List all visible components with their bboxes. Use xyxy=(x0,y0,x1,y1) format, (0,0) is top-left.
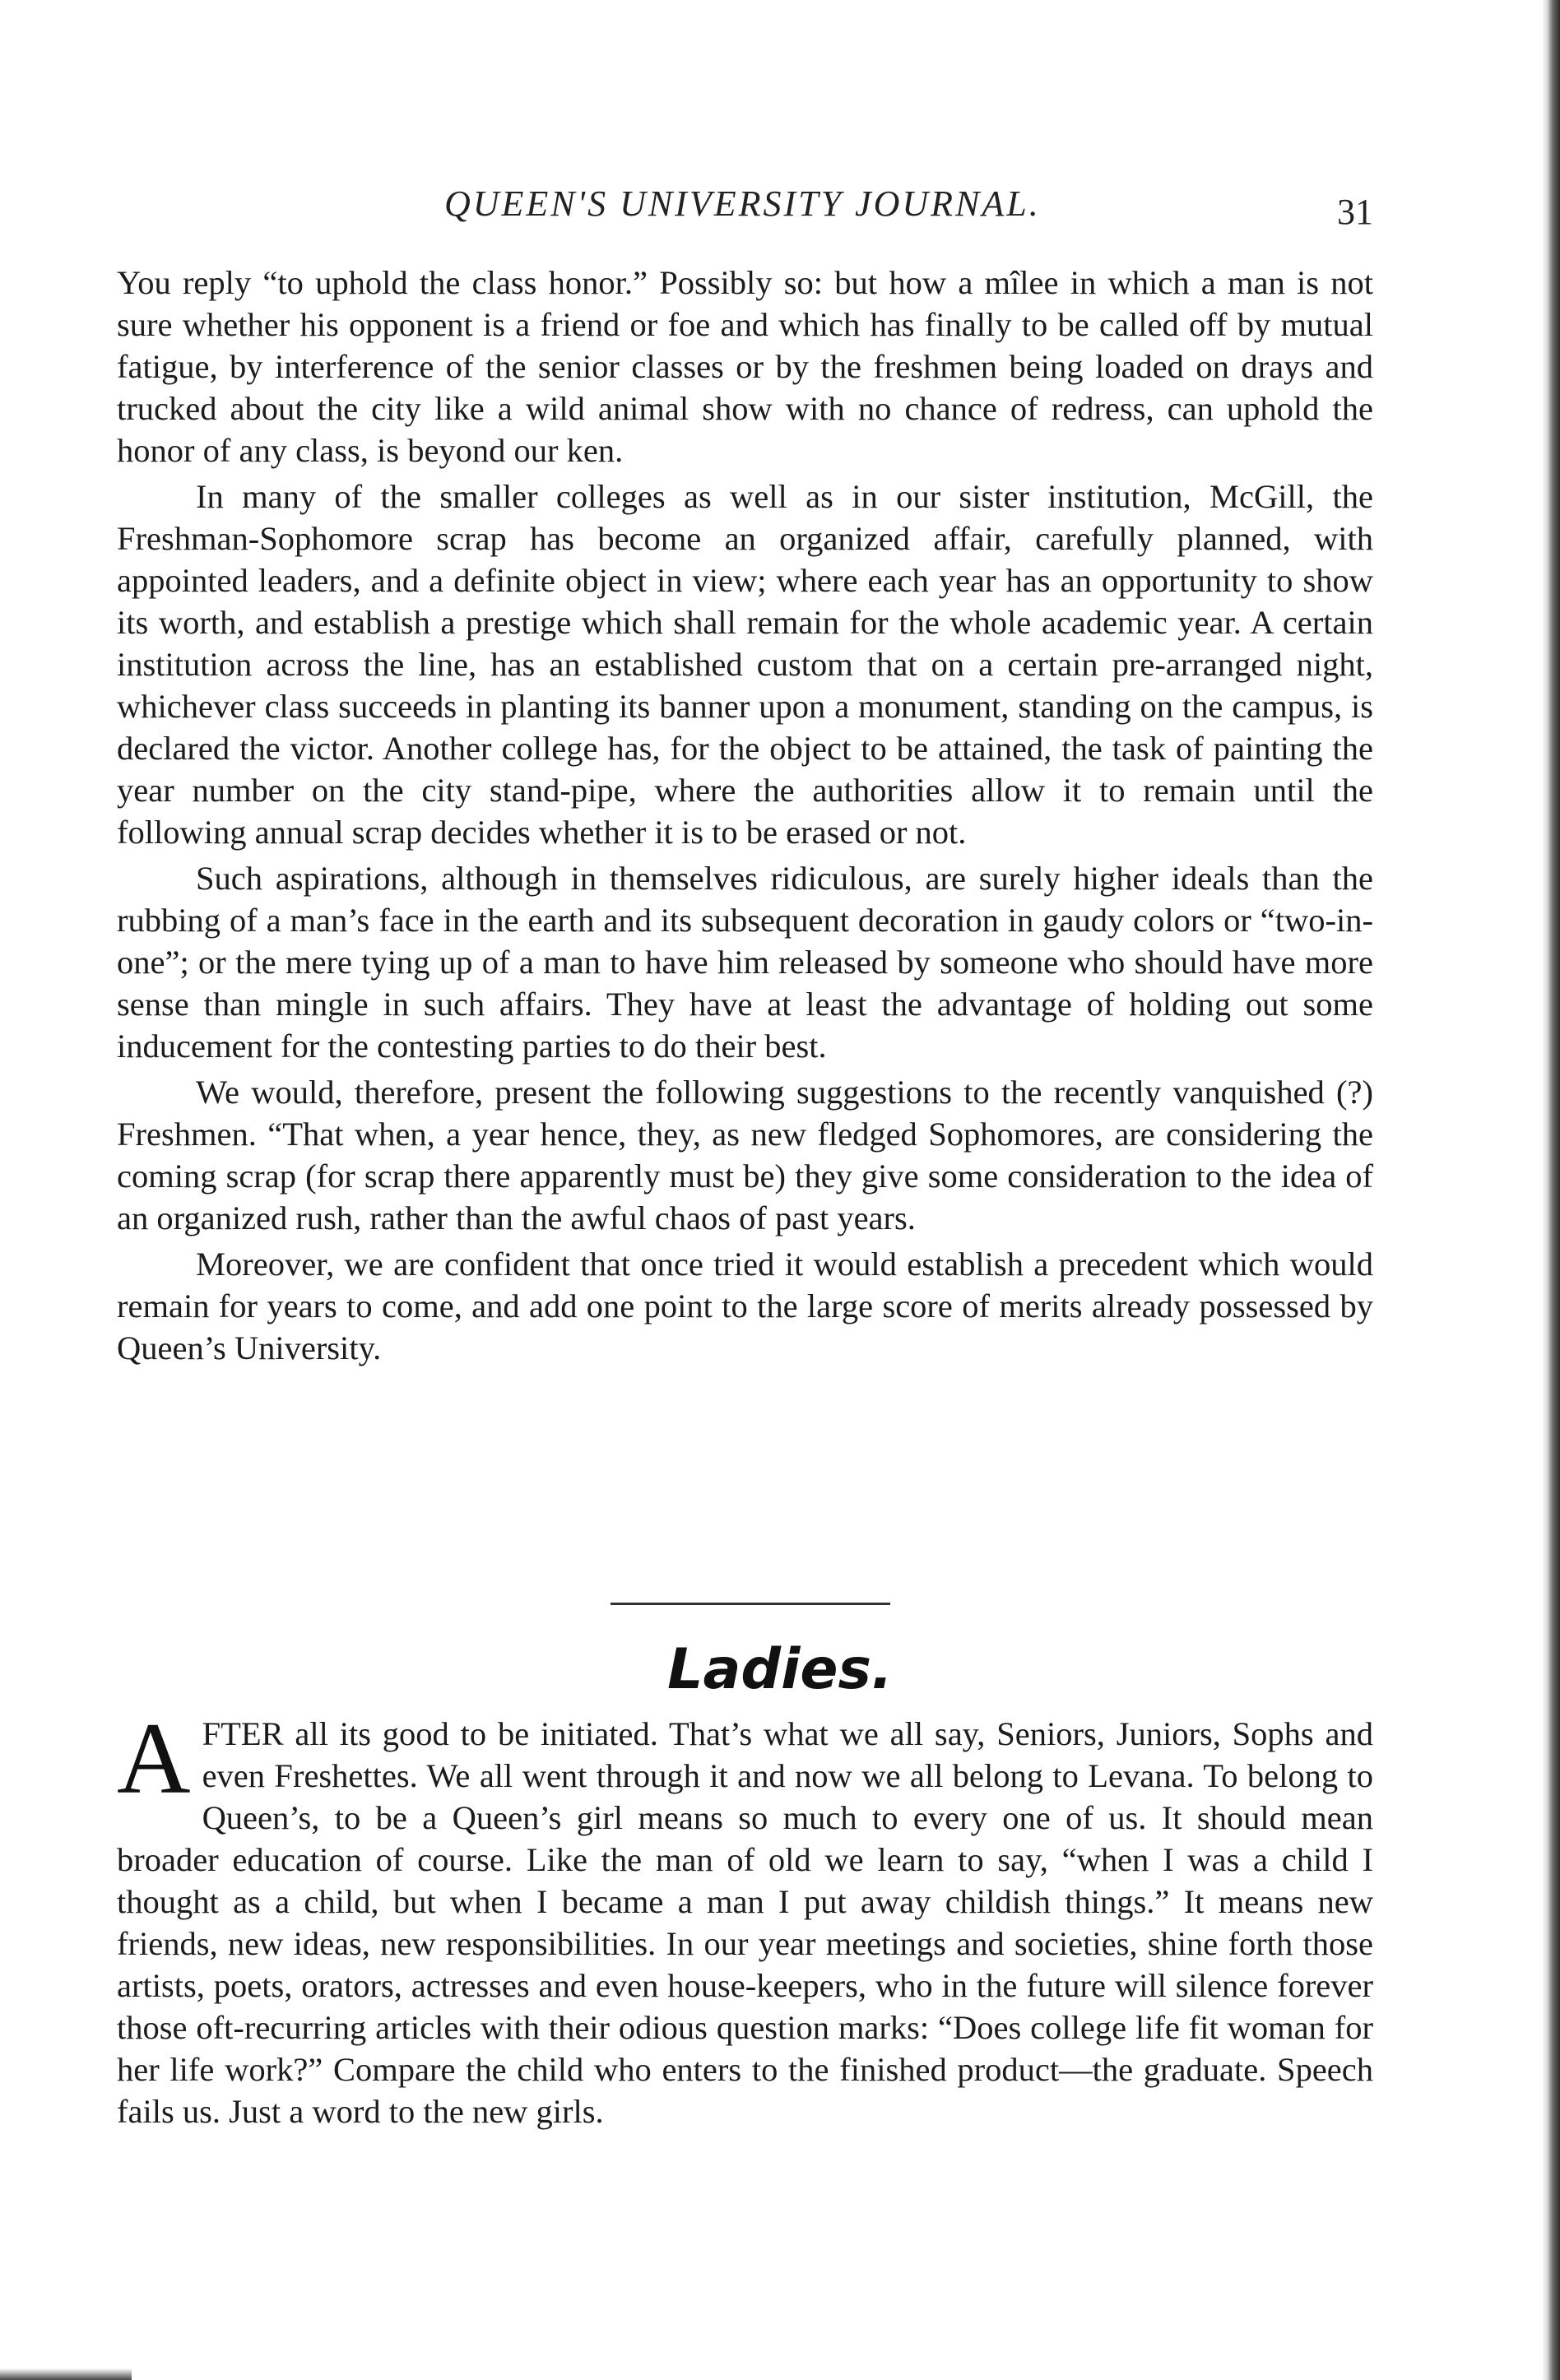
paragraph: Moreover, we are confident that once tried it would establish a precedent which would remain for years to come, and add one point to the large score of merits already possessed by Queen’s University. xyxy=(117,1246,1373,1366)
scan-page-edge xyxy=(1542,0,1560,2380)
paragraph: In many of the smaller colleges as well as in our sister institution, McGill, the Freshman-Sophomore scrap has become an organized affair, carefully planned, with appointed leaders, and a definite object in view; where each year has an opportunity to show its worth, and establish a prestige which shall remain for the whole academic year. A certain institution across the line, has an established custom that on a certain pre-arranged night, whichever class succeeds in planting its banner upon a monument, standing on the campus, is declared the victor. Another college has, for the object to be attained, the task of painting the year number on the city stand-pipe, where the authorities allow it to remain until the following annual scrap decides whether it is to be erased or not. xyxy=(117,478,1373,851)
section-heading: Ladies. xyxy=(667,1637,893,1702)
article-body xyxy=(117,262,1373,1373)
paragraph: Such aspirations, although in themselves ridiculous, are surely higher ideals than the rubbing of a man’s face in the earth and its subsequent decoration in gaudy colors or “two-in-one”; or the mere tying up of a man to have him released by someone who should have more sense than mingle in such affairs. They have at least the advantage of holding out some inducement for the contesting parties to do their best. xyxy=(117,860,1373,1065)
section-divider xyxy=(611,1603,890,1605)
page-number: 31 xyxy=(1337,192,1373,232)
scan-bottom-edge xyxy=(0,2368,132,2380)
paragraph-text: FTER all its good to be initiated. That’s what we all say, Seniors, Juniors, Sophs and even Freshettes. We all went through it and now we all belong to Levana. To belong to Queen’s, to be a Queen’s girl means so much to every one of us. It should mean broader education of course. Like the man of old we learn to say, “when I was a child I thought as a child, but when I became a man I put away childish things.” It means new friends, new ideas, new responsibilities. In our year meetings and societies, shine forth those artists, poets, orators, actresses and even house-keepers, who in the future will silence forever those oft-recurring articles with their odious question marks: “Does college life fit woman for her life work?” Compare the child who enters to the finished product—the graduate. Speech fails us. Just a word to the new girls. xyxy=(117,1715,1373,2130)
drop-cap: A xyxy=(117,1702,191,1815)
paragraph: You reply “to uphold the class honor.” Possibly so: but how a mîlee in which a man is not sure whether his opponent is a friend or foe and which has finally to be called off by mutual fatigue, by interference of the senior classes or by the freshmen being loaded on drays and trucked about the city like a wild animal show with no chance of redress, can uphold the honor of any class, is beyond our ken. xyxy=(117,264,1373,469)
running-title: QUEEN'S UNIVERSITY JOURNAL. xyxy=(444,183,1041,224)
ladies-section-body xyxy=(117,1702,1373,2136)
paragraph: We would, therefore, present the following suggestions to the recently vanquished (?) Freshmen. “That when, a year hence, they, as new fledged Sophomores, are considering the coming scrap (for scrap there apparently must be) they give some consideration to the idea of an organized rush, rather than the awful chaos of past years. xyxy=(117,1074,1373,1236)
paragraph xyxy=(117,1702,1373,2132)
